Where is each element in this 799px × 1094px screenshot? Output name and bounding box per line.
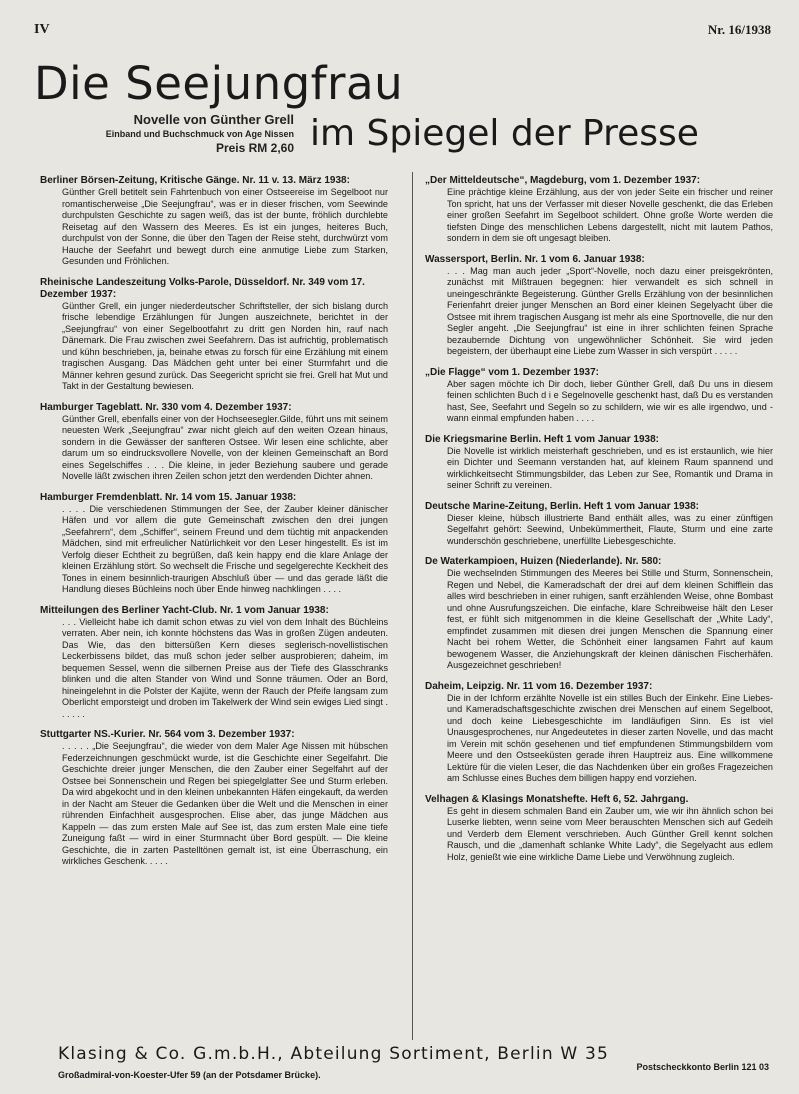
column-divider [412,172,413,1040]
review-text: . . . Mag man auch jeder „Sport“-Novelle, noch dazu einer preisgekrönten, zunächst mit Mißtrauen begegnen: hier verwandelt es sich schnell in uneingeschränkte Begeisterung. Günther Grells Erzählung von der besinnlichen Ferienfahrt dreier junger Menschen an Bord einer kleinen Segelyacht über die Ostsee mit ihrem tragischen Ausgang ist mehr als eine Sportnovelle, die nur den Segler angeht. „Die Seejungfrau“ ist eine in ihrer schlichten feinen Sprache bezaubernde Dichtung von ungewöhnlicher Schönheit. Sie wird jeden begeistern, der überhaupt eine Liebe zum Wasser in sich verspürt . . . . . [447,265,773,356]
page-header [34,22,771,40]
review-text: Günther Grell, ebenfalls einer von der Hochseesegler.Gilde, führt uns mit seinem neuesten Werk „Seejungfrau“ zwar nicht gleich auf den weiten Ozean hinaus, sondern in die Gewässer der sanfteren Ostsee. Wir lesen eine schlichte, aber darum um so eindrucksvollere Novelle, von der kleinen Gemeinschaft an Bord eines Segelschiffes . . . Die kleine, in jeder Beziehung saubere und gerade Novelle läßt zwischen ihren Zeilen schon jetzt den werdenden Dichter ahnen. [62,413,388,481]
review-source: Mitteilungen des Berliner Yacht-Club. Nr. 1 vom Januar 1938: [40,604,329,616]
review-source: Velhagen & Klasings Monatshefte. Heft 6, 52. Jahrgang. [425,793,689,805]
review-text: Es geht in diesem schmalen Band ein Zauber um, wie wir ihn ähnlich schon bei Luserke liebten, wenn seine vom Meer berauschten Menschen sich auf Gedeih und Verderb dem Element verschrieben. Auch Günther Grell kennt solchen Rausch, und die „damenhaft schlanke White Lady“, die Segelyacht aus edlem Holz, genießt wie eine wirkliche Dame Liebe und Verwöhnung zugleich. [447,805,773,862]
review-source: Die Kriegsmarine Berlin. Heft 1 vom Januar 1938: [425,433,659,445]
right-column [425,175,773,872]
publisher-name: Klasing & Co. G.m.b.H., Abteilung Sortiment, Berlin W 35 [58,1044,610,1064]
review-text: Dieser kleine, hübsch illustrierte Band enthält alles, was zu einer zünftigen Segelfahrt gehört: Seewind, Unbekümmertheit, Flaute, Sturm und eine zarte wunderschön geschriebene, unerfüllte Liebesgeschichte. [447,512,773,546]
review-text: Die in der Ichform erzählte Novelle ist ein stilles Buch der Einkehr. Eine Liebes- und Kameradschaftsgeschichte zwischen drei Menschen auf einem Segelboot, und doch keine Liebesgeschichte im landläufigen Sinn. Es ist viel Unausgesprochenes, nur Angedeutetes in dieser zarten Novelle, und das macht im Verein mit schön gesehenen und tief empfundenen Stimmungsbildern vom Meere und den Ostseeküsten gerade ihren Hauptreiz aus. Eine willkommene Lektüre für die vielen Leser, die das Nachdenken über ein großes Fragezeichen am Schlusse eines Buches dem billigen happy end vorziehen. [447,692,773,783]
review-text: . . . Vielleicht habe ich damit schon etwas zu viel von dem Inhalt des Büchleins verraten. Aber nein, ich konnte höchstens das Was in großen Zügen andeuten. Das Wie, das den bittersüßen Kern dieses seglerisch-novellistischen Leckerbissens bildet, das muß schon jeder selber ausprobieren; daheim, im bequemen Sessel, wenn die silbernen Preise aus der Tiefe des Glasschranks blinken und die alten Stander von Wind und Sonne träumen. Oder an Bord, hineingelehnt in die Polster der Kajüte, wenn der Rauch der Pfeife langsam zum Oberlicht emporsteigt und droben im Takelwerk der Wind sein ewiges Lied singt . . . . . . [62,616,388,719]
review-source: Deutsche Marine-Zeitung, Berlin. Heft 1 vom Januar 1938: [425,500,699,512]
book-price: Preis RM 2,60 [215,141,294,155]
review [425,501,773,548]
review-text: Aber sagen möchte ich Dir doch, lieber Günther Grell, daß Du uns in diesem feinen schlichten Buch d i e Segelnovelle geschenkt hast, daß Du es verstanden hast, See, Seefahrt und Segeln so zu schildern, wie wir es alle irgendwo, und -wann einmal empfunden haben . . . . [447,378,773,423]
review-text: . . . . Die verschiedenen Stimmungen der See, der Zauber kleiner dänischer Häfen und vor allem die gute Gemeinschaft zwischen den drei jungen „Seefahrern“, dem „Schiffer“, seinem Freund und dem tüchtig mit anpackenden Mädchen, sind mit erfreulicher Natürlichkeit vor den Leser hingestellt. Es ist im Verfolg dieser Echtheit zu begrüßen, daß kein happy end die klare Anlage der kleinen Erzählung stört. So wechselt die Frische und segelgerechte Keckheit des Tones in einem besinnlich-traurigen Abschluß über — und das gerade läßt die Handlung dieses Büchleins noch über Ende hinweg nachklingen . . . . [62,503,388,594]
review-text: Günther Grell betitelt sein Fahrtenbuch von einer Ostseereise im Segelboot nur romantischerweise „Die Seejungfrau“, was er in dieser frischen, vom Seewinde durchpulsten Geschichte zu sagen weiß, das ist der bunte, fröhlich durchlebte Reisetag auf den Wassern des Meeres. Es ist ein junges, heiteres Buch, durchpulst von der Sonne, die über den Tagen der Reise steht, durchwürzt vom Hauche der Seefahrt und bewegt durch eine anmutige Liebe zum Starken, Gesunden und Fröhlichen. [62,187,388,266]
review [40,492,388,596]
review [40,729,388,868]
book-info [84,112,294,156]
review [40,402,388,483]
review [425,175,773,245]
review [40,277,388,393]
binding-credit: Einband und Buchschmuck von Age Nissen [105,129,294,139]
review-source: Berliner Börsen-Zeitung, Kritische Gänge. Nr. 11 v. 13. März 1938: [40,175,350,186]
review [425,367,773,425]
review [425,556,773,672]
review-text: Die Novelle ist wirklich meisterhaft geschrieben, und es ist erstaunlich, wie hier ein Dichter und Seemann verstanden hat, auf kleinem Raum spannend und wirklichkeitsecht Stimmungsbilder, das Leben zur See, Romantik und Drama in seiner Schrift zu vereinen. [447,445,773,490]
issue-number: Nr. 16/1938 [707,22,771,37]
review-text: . . . . . „Die Seejungfrau“, die wieder von dem Maler Age Nissen mit hübschen Federzeichnungen geschmückt wurde, ist die Geschichte einer Segelfahrt. Die Geschichte dreier junger Menschen, die den Zauber einer Segelfahrt auf der Ostsee bei Sonnenschein und Regen bei spiegelglatter See und Sturm erleben. Da wird abgekocht und in den kleinen unbekannten Häfen eingekauft, da werden in der Nacht am Steuer die Gedanken über die Welt und die Menschen in einer rührenden Einfachheit ausgesprochen. Elise aber, das junge Mädchen aus Kappeln — das zum ersten Male auf See ist, das zum ersten Male eine tiefe Zuneigung faßt — wird in einer Sturmnacht über Bord gespült. — Die kleine Geschichte, die in zarten Pastelltönen gemalt ist, ist eine Überraschung, ein wirkliches Geschenk. . . . . [62,741,388,866]
review-text: Günther Grell, ein junger niederdeutscher Schriftsteller, der sich bislang durch frische lebendige Erzählungen für Jungen auszeichnete, berichtet in der „Seejungfrau“ von einer Segelbootfahrt zu dritt gen Norden hin, rauf nach Dänemark. Die Frau zwischen zwei Seefahrern. Das ist aufrichtig, problematisch und kühn beschrieben, ja, beinahe etwas zu forsch für eine Erzählung mit einem tragischen Ausgang. Das Mädchen geht unter bei einer Sturmfahrt und die Männer kehren gesund zurück. Das Seegericht spricht sie frei. Grell hat Mut und Takt in der Gestaltung bewiesen. [62,300,388,391]
left-column [40,175,388,877]
review-text: Eine prächtige kleine Erzählung, aus der von jeder Seite ein frischer und reiner Ton spricht, hat uns der Verfasser mit dieser Novelle geschenkt, die das Erleben einer großen Seefahrt im Segelboot schildert. Ohne große Worte werden die tiefsten Dinge des menschlichen Lebens dargestellt, nicht mit lautem Pathos, sondern in dem sie oft ungesagt bleiben. [447,187,773,243]
review [425,254,773,358]
press-headline: im Spiegel der Presse [310,113,699,154]
review-source: „Der Mitteldeutsche“, Magdeburg, vom 1. Dezember 1937: [425,175,701,186]
page-number: IV [34,22,50,37]
review [425,681,773,785]
review-source: De Waterkampioen, Huizen (Niederlande). Nr. 580: [425,556,662,567]
review-source: Wassersport, Berlin. Nr. 1 vom 6. Januar 1938: [425,253,645,265]
review [425,434,773,492]
novel-author: Novelle von Günther Grell [133,112,294,127]
review-source: Rheinische Landeszeitung Volks-Parole, Düsseldorf. Nr. 349 vom 17. Dezember 1937: [40,276,365,300]
review-source: Hamburger Tageblatt. Nr. 330 vom 4. Dezember 1937: [40,401,292,413]
postal-account: Postscheckkonto Berlin 121 03 [636,1062,769,1072]
review [40,175,388,268]
review-source: Hamburger Fremdenblatt. Nr. 14 vom 15. Januar 1938: [40,491,297,503]
review-text: Die wechselnden Stimmungen des Meeres bei Stille und Sturm, Sonnenschein, Regen und Nebel, die Kameradschaft der drei auf dem kleinen Schifflein das alles wird beschrieben in einer ruhigen, sanft erzählenden Weise, ohne Bombast und ohne Ausrufungszeichen. Die einfache, klare Schreibweise hält den Leser fest, er fühlt sich mitgenommen in die kleine Gesellschaft der „White Lady“, empfindet zusammen mit diesen drei jungen Menschen die Spannung einer Nacht bei rohem Wetter, die Schönheit einer langsamen Fahrt auf kaum bewogenem Wasser, die Anziehungskraft der kleinen dänischen Fischerhäfen. Ausgezeichnet geschrieben! [447,568,773,670]
review [425,794,773,864]
book-title: Die Seejungfrau [34,57,404,110]
review-source: Daheim, Leipzig. Nr. 11 vom 16. Dezember 1937: [425,680,653,692]
publisher-address: Großadmiral-von-Koester-Ufer 59 (an der Potsdamer Brücke). [58,1070,321,1080]
review-source: „Die Flagge“ vom 1. Dezember 1937: [425,366,599,378]
review [40,605,388,721]
review-source: Stuttgarter NS.-Kurier. Nr. 564 vom 3. Dezember 1937: [40,729,295,740]
